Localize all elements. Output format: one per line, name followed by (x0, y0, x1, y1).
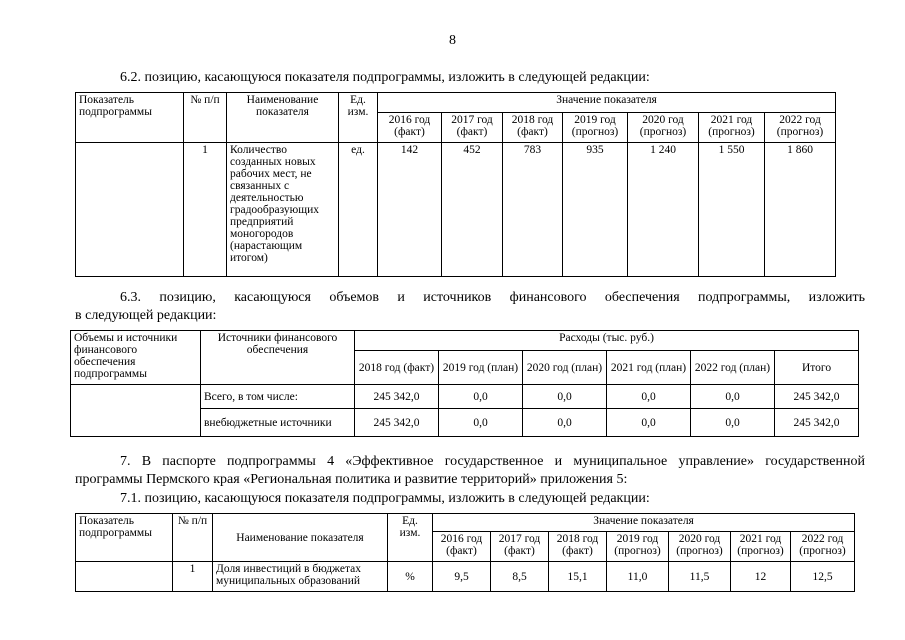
row-value: 245 342,0 (355, 409, 439, 437)
row-value: 9,5 (433, 562, 491, 592)
volumes-cell (71, 385, 201, 437)
year-header: 2018 год (факт) (355, 351, 439, 385)
section-6-2-heading: 6.2. позицию, касающуюся показателя подпрограммы, изложить в следующей редакции: (120, 70, 650, 85)
year-header: 2016 год (факт) (433, 532, 491, 562)
row-value: 0,0 (691, 409, 775, 437)
row-value: 783 (503, 143, 563, 277)
year-header: 2020 год (прогноз) (628, 113, 699, 143)
header-unit: Ед. изм. (388, 514, 433, 562)
row-name: Количество созданных новых рабочих мест, не связанных с деятельностью градообразующих предприятий моногородов (нарастающим итогом) (227, 143, 339, 277)
year-header: 2022 год (прогноз) (765, 113, 836, 143)
row-value: 12,5 (791, 562, 855, 592)
row-value: 0,0 (439, 385, 523, 409)
indicator-table-6-2 (75, 92, 836, 277)
header-total: Итого (775, 351, 859, 385)
header-sources: Источники финансового обеспечения (201, 331, 355, 385)
table-row (71, 385, 859, 409)
year-header: 2020 год (план) (523, 351, 607, 385)
header-value: Значение показателя (433, 514, 855, 532)
year-header: 2018 год (факт) (503, 113, 563, 143)
row-value: 935 (563, 143, 628, 277)
header-indicator: Показатель подпрограммы (76, 93, 184, 143)
year-header: 2019 год (прогноз) (607, 532, 669, 562)
row-value: 0,0 (691, 385, 775, 409)
table-row (76, 143, 836, 277)
row-value: 11,5 (669, 562, 731, 592)
year-header: 2022 год (план) (691, 351, 775, 385)
year-header: 2017 год (факт) (442, 113, 503, 143)
row-unit: ед. (339, 143, 378, 277)
financing-table-6-3 (70, 330, 859, 437)
header-unit: Ед. изм. (339, 93, 378, 143)
row-value: 8,5 (491, 562, 549, 592)
table-row (76, 562, 855, 592)
year-header: 2019 год (план) (439, 351, 523, 385)
page-number: 8 (449, 33, 456, 48)
header-indicator: Показатель подпрограммы (76, 514, 173, 562)
row-total: 245 342,0 (775, 409, 859, 437)
row-value: 142 (378, 143, 442, 277)
row-total: 245 342,0 (775, 385, 859, 409)
row-value: 12 (731, 562, 791, 592)
row-value: 0,0 (523, 385, 607, 409)
section-7-1-heading: 7.1. позицию, касающуюся показателя подпрограммы, изложить в следующей редакции: (120, 491, 650, 506)
row-value: 0,0 (523, 409, 607, 437)
row-name: Доля инвестиций в бюджетах муниципальных образований (213, 562, 388, 592)
year-header: 2020 год (прогноз) (669, 532, 731, 562)
section-7-line2: программы Пермского края «Региональная политика и развитие территорий» приложения 5: (75, 472, 628, 487)
year-header: 2018 год (факт) (549, 532, 607, 562)
header-name: Наименование показателя (227, 93, 339, 143)
row-num: 1 (173, 562, 213, 592)
year-header: 2021 год (прогноз) (699, 113, 765, 143)
row-num: 1 (184, 143, 227, 277)
year-header: 2021 год (план) (607, 351, 691, 385)
row-value: 11,0 (607, 562, 669, 592)
row-value: 452 (442, 143, 503, 277)
year-header: 2021 год (прогноз) (731, 532, 791, 562)
header-volumes: Объемы и источники финансового обеспечения подпрограммы (71, 331, 201, 385)
row-value: 1 550 (699, 143, 765, 277)
indicator-cell (76, 562, 173, 592)
row-value: 0,0 (607, 409, 691, 437)
row-value: 1 860 (765, 143, 836, 277)
indicator-table-7-1 (75, 513, 855, 592)
header-num: № п/п (173, 514, 213, 562)
header-num: № п/п (184, 93, 227, 143)
section-6-3-heading-line2: в следующей редакции: (75, 308, 217, 323)
row-value: 0,0 (439, 409, 523, 437)
year-header: 2017 год (факт) (491, 532, 549, 562)
row-source: Всего, в том числе: (201, 385, 355, 409)
row-value: 0,0 (607, 385, 691, 409)
header-name: Наименование показателя (213, 514, 388, 562)
row-unit: % (388, 562, 433, 592)
year-header: 2019 год (прогноз) (563, 113, 628, 143)
year-header: 2022 год (прогноз) (791, 532, 855, 562)
row-source: внебюджетные источники (201, 409, 355, 437)
indicator-cell (76, 143, 184, 277)
row-value: 1 240 (628, 143, 699, 277)
section-6-3-heading-line1: 6.3. позицию, касающуюся объемов и источников финансового обеспечения подпрограммы, изложить (120, 290, 865, 305)
header-value: Значение показателя (378, 93, 836, 113)
header-expenses: Расходы (тыс. руб.) (355, 331, 859, 351)
row-value: 15,1 (549, 562, 607, 592)
year-header: 2016 год (факт) (378, 113, 442, 143)
row-value: 245 342,0 (355, 385, 439, 409)
section-7-line1: 7. В паспорте подпрограммы 4 «Эффективное государственное и муниципальное управление» государственной (120, 454, 865, 469)
